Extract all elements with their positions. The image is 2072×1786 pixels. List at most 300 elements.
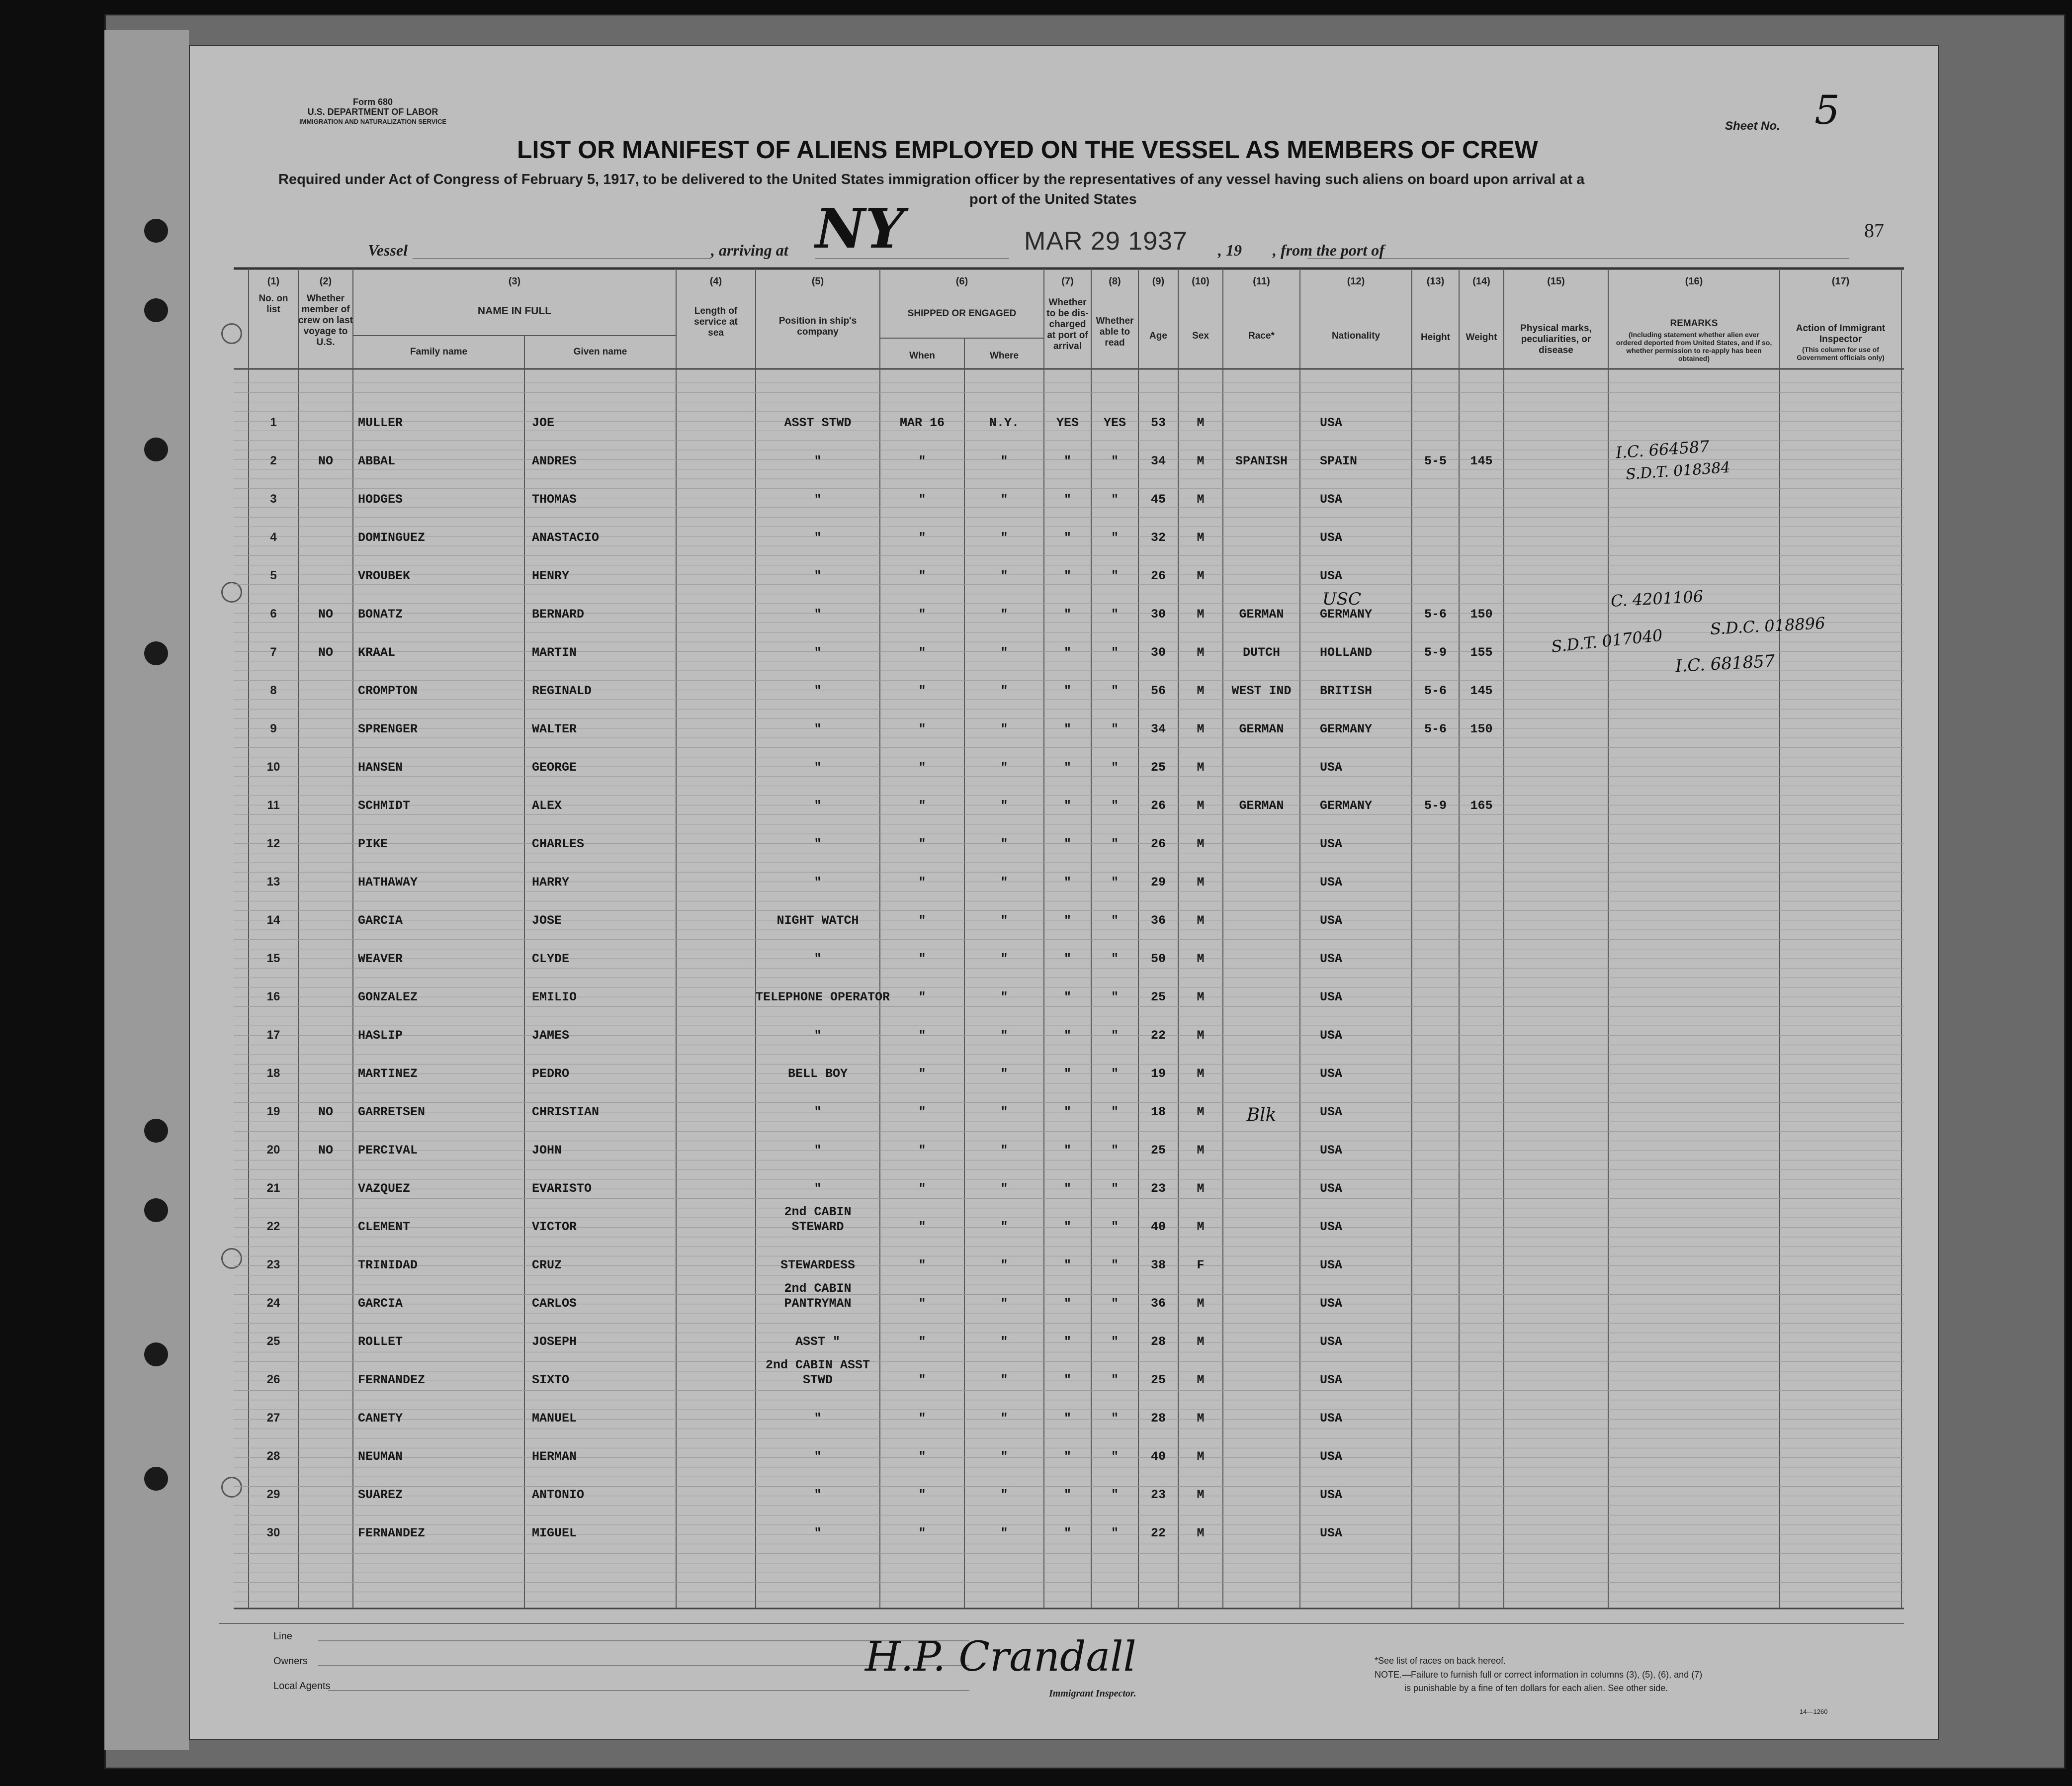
cell-given: REGINALD [532, 684, 592, 698]
cell-discharged: " [1063, 1028, 1071, 1043]
cell-no: 14 [266, 913, 280, 927]
cell-given: HARRY [532, 875, 570, 890]
cell-discharged: " [1063, 1488, 1071, 1502]
cell-height: 5-9 [1424, 645, 1447, 660]
cell-nationality: USA [1320, 760, 1343, 775]
cell-read: " [1111, 492, 1119, 507]
cell-no: 18 [266, 1067, 280, 1080]
col-number: (9) [1152, 276, 1165, 287]
cell-discharged: " [1063, 454, 1071, 468]
cell-age: 26 [1150, 569, 1166, 583]
cell-read: " [1111, 1411, 1119, 1426]
cell-discharged: " [1063, 684, 1071, 698]
cell-sex: M [1197, 1411, 1205, 1426]
col-header-age: Age [1149, 331, 1167, 341]
cell-position: " [814, 1411, 822, 1426]
cell-no: 4 [270, 531, 277, 544]
cell-nationality: USA [1320, 416, 1343, 430]
col-header-sex: Sex [1192, 331, 1209, 341]
col-header-family-name: Family name [410, 347, 468, 357]
date-stamp: MAR 29 1937 [1024, 227, 1188, 256]
cell-read: " [1111, 1488, 1119, 1502]
page-number: 87 [1864, 219, 1884, 242]
cell-position: " [814, 1488, 822, 1502]
cell-weight: 150 [1470, 722, 1493, 736]
cell-discharged: " [1063, 1105, 1071, 1119]
col-header-weight: Weight [1466, 332, 1497, 343]
from-port-label: , from the port of [1273, 241, 1384, 259]
cell-position: " [814, 492, 822, 507]
cell-where: " [1000, 1143, 1008, 1158]
cell-position: " [814, 760, 822, 775]
cell-sex: M [1197, 1526, 1205, 1540]
cell-height: 5-6 [1424, 684, 1447, 698]
cell-where: " [1000, 1105, 1008, 1119]
print-code: 14—1260 [1800, 1708, 1828, 1715]
cell-when: " [918, 1220, 926, 1234]
cell-sex: M [1197, 1143, 1205, 1158]
cell-where: " [1000, 760, 1008, 775]
cell-read: " [1111, 1143, 1119, 1158]
remark-row-8: I.C. 681857 [1675, 651, 1776, 677]
cell-age: 38 [1150, 1258, 1166, 1272]
cell-family: CLEMENT [358, 1220, 411, 1234]
cell-position: " [814, 837, 822, 851]
cell-no: 15 [266, 952, 280, 965]
cell-given: SIXTO [532, 1373, 570, 1387]
col-header-when: When [909, 351, 935, 361]
cell-given: CRUZ [532, 1258, 562, 1272]
cell-family: PIKE [358, 837, 388, 851]
cell-nationality: USA [1320, 837, 1343, 851]
cell-read: " [1111, 645, 1119, 660]
cell-read: " [1111, 1449, 1119, 1464]
cell-where: " [1000, 1028, 1008, 1043]
cell-given: VICTOR [532, 1220, 577, 1234]
cell-when: " [918, 760, 926, 775]
cell-position: BELL BOY [787, 1067, 848, 1081]
nationality-correction: USC [1322, 589, 1361, 609]
cell-read: " [1111, 760, 1119, 775]
cell-family: PERCIVAL [358, 1143, 418, 1158]
cell-family: FERNANDEZ [358, 1526, 426, 1540]
cell-prev: NO [318, 1143, 333, 1158]
cell-position: " [814, 607, 822, 622]
cell-position: TELEPHONE OPERATOR [756, 990, 890, 1004]
cell-sex: M [1197, 454, 1205, 468]
col-number: (16) [1685, 276, 1703, 287]
cell-given: BERNARD [532, 607, 585, 622]
cell-read: " [1111, 990, 1119, 1004]
cell-when: " [918, 454, 926, 468]
cell-race: GERMAN [1239, 722, 1284, 736]
cell-discharged: " [1063, 875, 1071, 890]
col-number: (15) [1547, 276, 1565, 287]
cell-sex: M [1197, 1296, 1205, 1311]
cell-no: 21 [266, 1181, 280, 1195]
cell-position: " [814, 722, 822, 736]
cell-given: PEDRO [532, 1067, 570, 1081]
cell-sex: M [1197, 913, 1205, 928]
cell-position: " [814, 1143, 822, 1158]
cell-read: " [1111, 913, 1119, 928]
cell-race: GERMAN [1239, 799, 1284, 813]
cell-family: CANETY [358, 1411, 403, 1426]
remark-row-6-a: C. 4201106 [1610, 587, 1704, 611]
cell-no: 27 [266, 1411, 280, 1425]
cell-given: ANASTACIO [532, 531, 600, 545]
cell-position: 2nd CABIN ASST STWD [765, 1358, 870, 1387]
cell-read: " [1111, 1181, 1119, 1196]
cell-race: WEST IND [1231, 684, 1292, 698]
sheet-label: Sheet No. [1725, 119, 1780, 133]
col-header-action: Action of Immigrant Inspector [1796, 323, 1886, 345]
col-header-physical: Physical marks, peculiarities, or disease [1520, 323, 1592, 356]
cell-when: " [918, 1105, 926, 1119]
col-header-nationality: Nationality [1331, 331, 1381, 341]
cell-discharged: " [1063, 837, 1071, 851]
cell-family: MARTINEZ [358, 1067, 418, 1081]
cell-age: 45 [1150, 492, 1166, 507]
cell-no: 5 [270, 569, 277, 582]
col-number: (11) [1253, 276, 1270, 287]
cell-sex: M [1197, 645, 1205, 660]
cell-nationality: USA [1320, 492, 1343, 507]
cell-race: Blk [1246, 1105, 1277, 1125]
cell-position: " [814, 684, 822, 698]
cell-when: " [918, 952, 926, 966]
cell-read: " [1111, 799, 1119, 813]
col-number: (17) [1831, 276, 1850, 287]
col-header-no: No. on list [259, 293, 288, 315]
cell-discharged: " [1063, 952, 1071, 966]
cell-age: 30 [1150, 645, 1166, 660]
cell-age: 32 [1150, 531, 1166, 545]
cell-when: " [918, 645, 926, 660]
cell-discharged: " [1063, 913, 1071, 928]
cell-position: " [814, 454, 822, 468]
cell-no: 12 [266, 837, 280, 850]
footer-line-label: Line [273, 1631, 292, 1642]
cell-read: " [1111, 607, 1119, 622]
cell-discharged: " [1063, 1296, 1071, 1311]
cell-sex: M [1197, 1488, 1205, 1502]
cell-no: 26 [266, 1373, 280, 1386]
cell-age: 29 [1150, 875, 1166, 890]
cell-family: TRINIDAD [358, 1258, 418, 1272]
cell-where: " [1000, 454, 1008, 468]
cell-sex: M [1197, 531, 1205, 545]
cell-sex: M [1197, 990, 1205, 1004]
fine-note-line-2: is punishable by a fine of ten dollars for each alien. See other side. [1404, 1683, 1668, 1693]
cell-read: " [1111, 837, 1119, 851]
cell-discharged: " [1063, 760, 1071, 775]
cell-given: HERMAN [532, 1449, 577, 1464]
col-header-where: Where [989, 351, 1019, 361]
cell-where: " [1000, 990, 1008, 1004]
cell-nationality: GERMANY [1320, 722, 1373, 736]
cell-no: 6 [270, 607, 277, 621]
cell-when: " [918, 1143, 926, 1158]
cell-no: 7 [270, 645, 277, 659]
cell-age: 56 [1150, 684, 1166, 698]
cell-discharged: " [1063, 799, 1071, 813]
cell-read: " [1111, 1105, 1119, 1119]
cell-age: 25 [1150, 1143, 1166, 1158]
cell-nationality: USA [1320, 1067, 1343, 1081]
cell-prev: NO [318, 645, 333, 660]
cell-height: 5-9 [1424, 799, 1447, 813]
fine-note-line-1: NOTE.—Failure to furnish full or correct information in columns (3), (5), (6), and (7) [1375, 1670, 1703, 1680]
cell-no: 20 [266, 1143, 280, 1157]
cell-family: VAZQUEZ [358, 1181, 411, 1196]
col-number: (6) [955, 276, 968, 287]
cell-given: CLYDE [532, 952, 570, 966]
cell-given: MIGUEL [532, 1526, 577, 1540]
cell-sex: M [1197, 1105, 1205, 1119]
cell-nationality: USA [1320, 952, 1343, 966]
cell-prev: NO [318, 607, 333, 622]
cell-nationality: USA [1320, 1028, 1343, 1043]
cell-age: 23 [1150, 1488, 1166, 1502]
cell-position: " [814, 952, 822, 966]
footer-owners-label: Owners [273, 1656, 308, 1667]
cell-nationality: USA [1320, 1258, 1343, 1272]
col-header-discharged: Whether to be dis-charged at port of arrival [1046, 297, 1089, 352]
cell-given: ANTONIO [532, 1488, 585, 1502]
cell-position: " [814, 799, 822, 813]
cell-given: EVARISTO [532, 1181, 592, 1196]
cell-age: 19 [1150, 1067, 1166, 1081]
cell-prev: NO [318, 1105, 333, 1119]
cell-given: CHARLES [532, 837, 585, 851]
cell-read: " [1111, 531, 1119, 545]
cell-nationality: USA [1320, 1220, 1343, 1234]
cell-given: THOMAS [532, 492, 577, 507]
cell-given: JOSEPH [532, 1335, 577, 1349]
cell-when: " [918, 1449, 926, 1464]
remark-row-2-line-2: S.D.T. 018384 [1625, 458, 1731, 484]
cell-prev: NO [318, 454, 333, 468]
cell-given: WALTER [532, 722, 577, 736]
cell-sex: M [1197, 492, 1205, 507]
cell-sex: M [1197, 1373, 1205, 1387]
cell-age: 30 [1150, 607, 1166, 622]
cell-age: 40 [1150, 1449, 1166, 1464]
cell-sex: M [1197, 722, 1205, 736]
cell-nationality: GERMANY [1320, 799, 1373, 813]
cell-weight: 150 [1470, 607, 1493, 622]
col-number: (10) [1192, 276, 1209, 287]
col-header-shipped: SHIPPED OR ENGAGED [907, 308, 1017, 319]
cell-position: NIGHT WATCH [777, 913, 859, 928]
cell-family: SPRENGER [358, 722, 418, 736]
cell-sex: F [1197, 1258, 1205, 1272]
cell-family: HANSEN [358, 760, 403, 775]
cell-position: ASST STWD [784, 416, 852, 430]
cell-nationality: HOLLAND [1320, 645, 1373, 660]
cell-when: " [918, 875, 926, 890]
cell-family: MULLER [358, 416, 403, 430]
cell-discharged: " [1063, 531, 1071, 545]
page-title: LIST OR MANIFEST OF ALIENS EMPLOYED ON THE VESSEL AS MEMBERS OF CREW [517, 136, 1538, 164]
col-number: (12) [1347, 276, 1365, 287]
cell-where: " [1000, 1067, 1008, 1081]
col-number: (3) [508, 276, 521, 287]
subtitle-line-2: port of the United States [969, 191, 1137, 207]
cell-no: 11 [267, 799, 280, 812]
cell-where: " [1000, 952, 1008, 966]
cell-given: JOSE [532, 913, 562, 928]
form-info [288, 97, 457, 127]
cell-age: 28 [1150, 1411, 1166, 1426]
cell-when: " [918, 607, 926, 622]
cell-sex: M [1197, 952, 1205, 966]
cell-nationality: GERMANY [1320, 607, 1373, 622]
cell-where: " [1000, 1526, 1008, 1540]
cell-when: " [918, 531, 926, 545]
cell-read: " [1111, 454, 1119, 468]
cell-family: HATHAWAY [358, 875, 418, 890]
cell-read: " [1111, 1028, 1119, 1043]
cell-age: 26 [1150, 799, 1166, 813]
cell-given: HENRY [532, 569, 570, 583]
cell-sex: M [1197, 1220, 1205, 1234]
cell-given: CHRISTIAN [532, 1105, 600, 1119]
cell-age: 34 [1150, 454, 1166, 468]
cell-read: YES [1103, 416, 1126, 430]
cell-given: GEORGE [532, 760, 577, 775]
cell-age: 22 [1150, 1028, 1166, 1043]
cell-where: " [1000, 799, 1008, 813]
cell-family: VROUBEK [358, 569, 411, 583]
cell-read: " [1111, 684, 1119, 698]
cell-sex: M [1197, 684, 1205, 698]
cell-discharged: " [1063, 607, 1071, 622]
cell-age: 22 [1150, 1526, 1166, 1540]
cell-when: " [918, 1488, 926, 1502]
cell-position: " [814, 569, 822, 583]
arriving-value: NY [815, 196, 905, 261]
cell-position: " [814, 1181, 822, 1196]
cell-nationality: USA [1320, 1143, 1343, 1158]
cell-nationality: USA [1320, 1296, 1343, 1311]
cell-position: " [814, 645, 822, 660]
cell-no: 25 [266, 1335, 280, 1348]
col-number: (5) [811, 276, 824, 287]
cell-no: 2 [270, 454, 277, 467]
cell-when: " [918, 799, 926, 813]
cell-family: BONATZ [358, 607, 403, 622]
cell-position: " [814, 1105, 822, 1119]
cell-discharged: " [1063, 1258, 1071, 1272]
cell-family: DOMINGUEZ [358, 531, 426, 545]
col-number: (2) [319, 276, 332, 287]
cell-height: 5-6 [1424, 722, 1447, 736]
cell-where: " [1000, 1449, 1008, 1464]
col-header-service: Length of service at sea [694, 306, 738, 338]
cell-no: 8 [270, 684, 277, 697]
cell-discharged: " [1063, 1181, 1071, 1196]
cell-sex: M [1197, 799, 1205, 813]
cell-read: " [1111, 1526, 1119, 1540]
cell-age: 25 [1150, 1373, 1166, 1387]
cell-when: " [918, 1335, 926, 1349]
cell-age: 28 [1150, 1335, 1166, 1349]
cell-when: " [918, 569, 926, 583]
cell-given: EMILIO [532, 990, 577, 1004]
cell-nationality: USA [1320, 913, 1343, 928]
cell-when: MAR 16 [899, 416, 945, 430]
cell-family: WEAVER [358, 952, 403, 966]
races-note: *See list of races on back hereof. [1375, 1656, 1506, 1666]
cell-where: " [1000, 607, 1008, 622]
cell-where: " [1000, 1220, 1008, 1234]
cell-age: 23 [1150, 1181, 1166, 1196]
cell-family: SUAREZ [358, 1488, 403, 1502]
cell-discharged: " [1063, 1067, 1071, 1081]
cell-where: " [1000, 684, 1008, 698]
cell-position: STEWARDESS [780, 1258, 856, 1272]
cell-read: " [1111, 875, 1119, 890]
cell-read: " [1111, 569, 1119, 583]
cell-when: " [918, 1411, 926, 1426]
cell-read: " [1111, 952, 1119, 966]
cell-weight: 155 [1470, 645, 1493, 660]
col-number: (14) [1472, 276, 1490, 287]
cell-where: " [1000, 1411, 1008, 1426]
cell-no: 23 [266, 1258, 280, 1271]
cell-sex: M [1197, 416, 1205, 430]
cell-position: ASST " [795, 1335, 840, 1349]
cell-position: " [814, 1028, 822, 1043]
cell-nationality: USA [1320, 1411, 1343, 1426]
cell-no: 10 [266, 760, 280, 774]
cell-where: " [1000, 1373, 1008, 1387]
cell-position: " [814, 531, 822, 545]
cell-read: " [1111, 1067, 1119, 1081]
cell-sex: M [1197, 1335, 1205, 1349]
cell-when: " [918, 492, 926, 507]
cell-no: 30 [266, 1526, 280, 1539]
cell-when: " [918, 1028, 926, 1043]
cell-discharged: " [1063, 1449, 1071, 1464]
cell-where: " [1000, 1181, 1008, 1196]
cell-when: " [918, 1526, 926, 1540]
cell-when: " [918, 990, 926, 1004]
remark-row-2-line-1: I.C. 664587 [1615, 437, 1710, 462]
cell-nationality: USA [1320, 1335, 1343, 1349]
cell-nationality: USA [1320, 1181, 1343, 1196]
cell-nationality: BRITISH [1320, 684, 1373, 698]
cell-where: " [1000, 722, 1008, 736]
vessel-label: Vessel [368, 241, 408, 259]
cell-sex: M [1197, 837, 1205, 851]
cell-discharged: " [1063, 1335, 1071, 1349]
cell-position: 2nd CABIN STEWARD [784, 1205, 852, 1234]
cell-nationality: USA [1320, 1449, 1343, 1464]
col-number: (7) [1061, 276, 1074, 287]
cell-no: 22 [266, 1220, 280, 1233]
cell-nationality: USA [1320, 990, 1343, 1004]
cell-nationality: USA [1320, 1526, 1343, 1540]
col-header-given-name: Given name [573, 347, 627, 357]
cell-when: " [918, 684, 926, 698]
cell-family: KRAAL [358, 645, 396, 660]
cell-given: JAMES [532, 1028, 570, 1043]
cell-given: MANUEL [532, 1411, 577, 1426]
cell-given: CARLOS [532, 1296, 577, 1311]
